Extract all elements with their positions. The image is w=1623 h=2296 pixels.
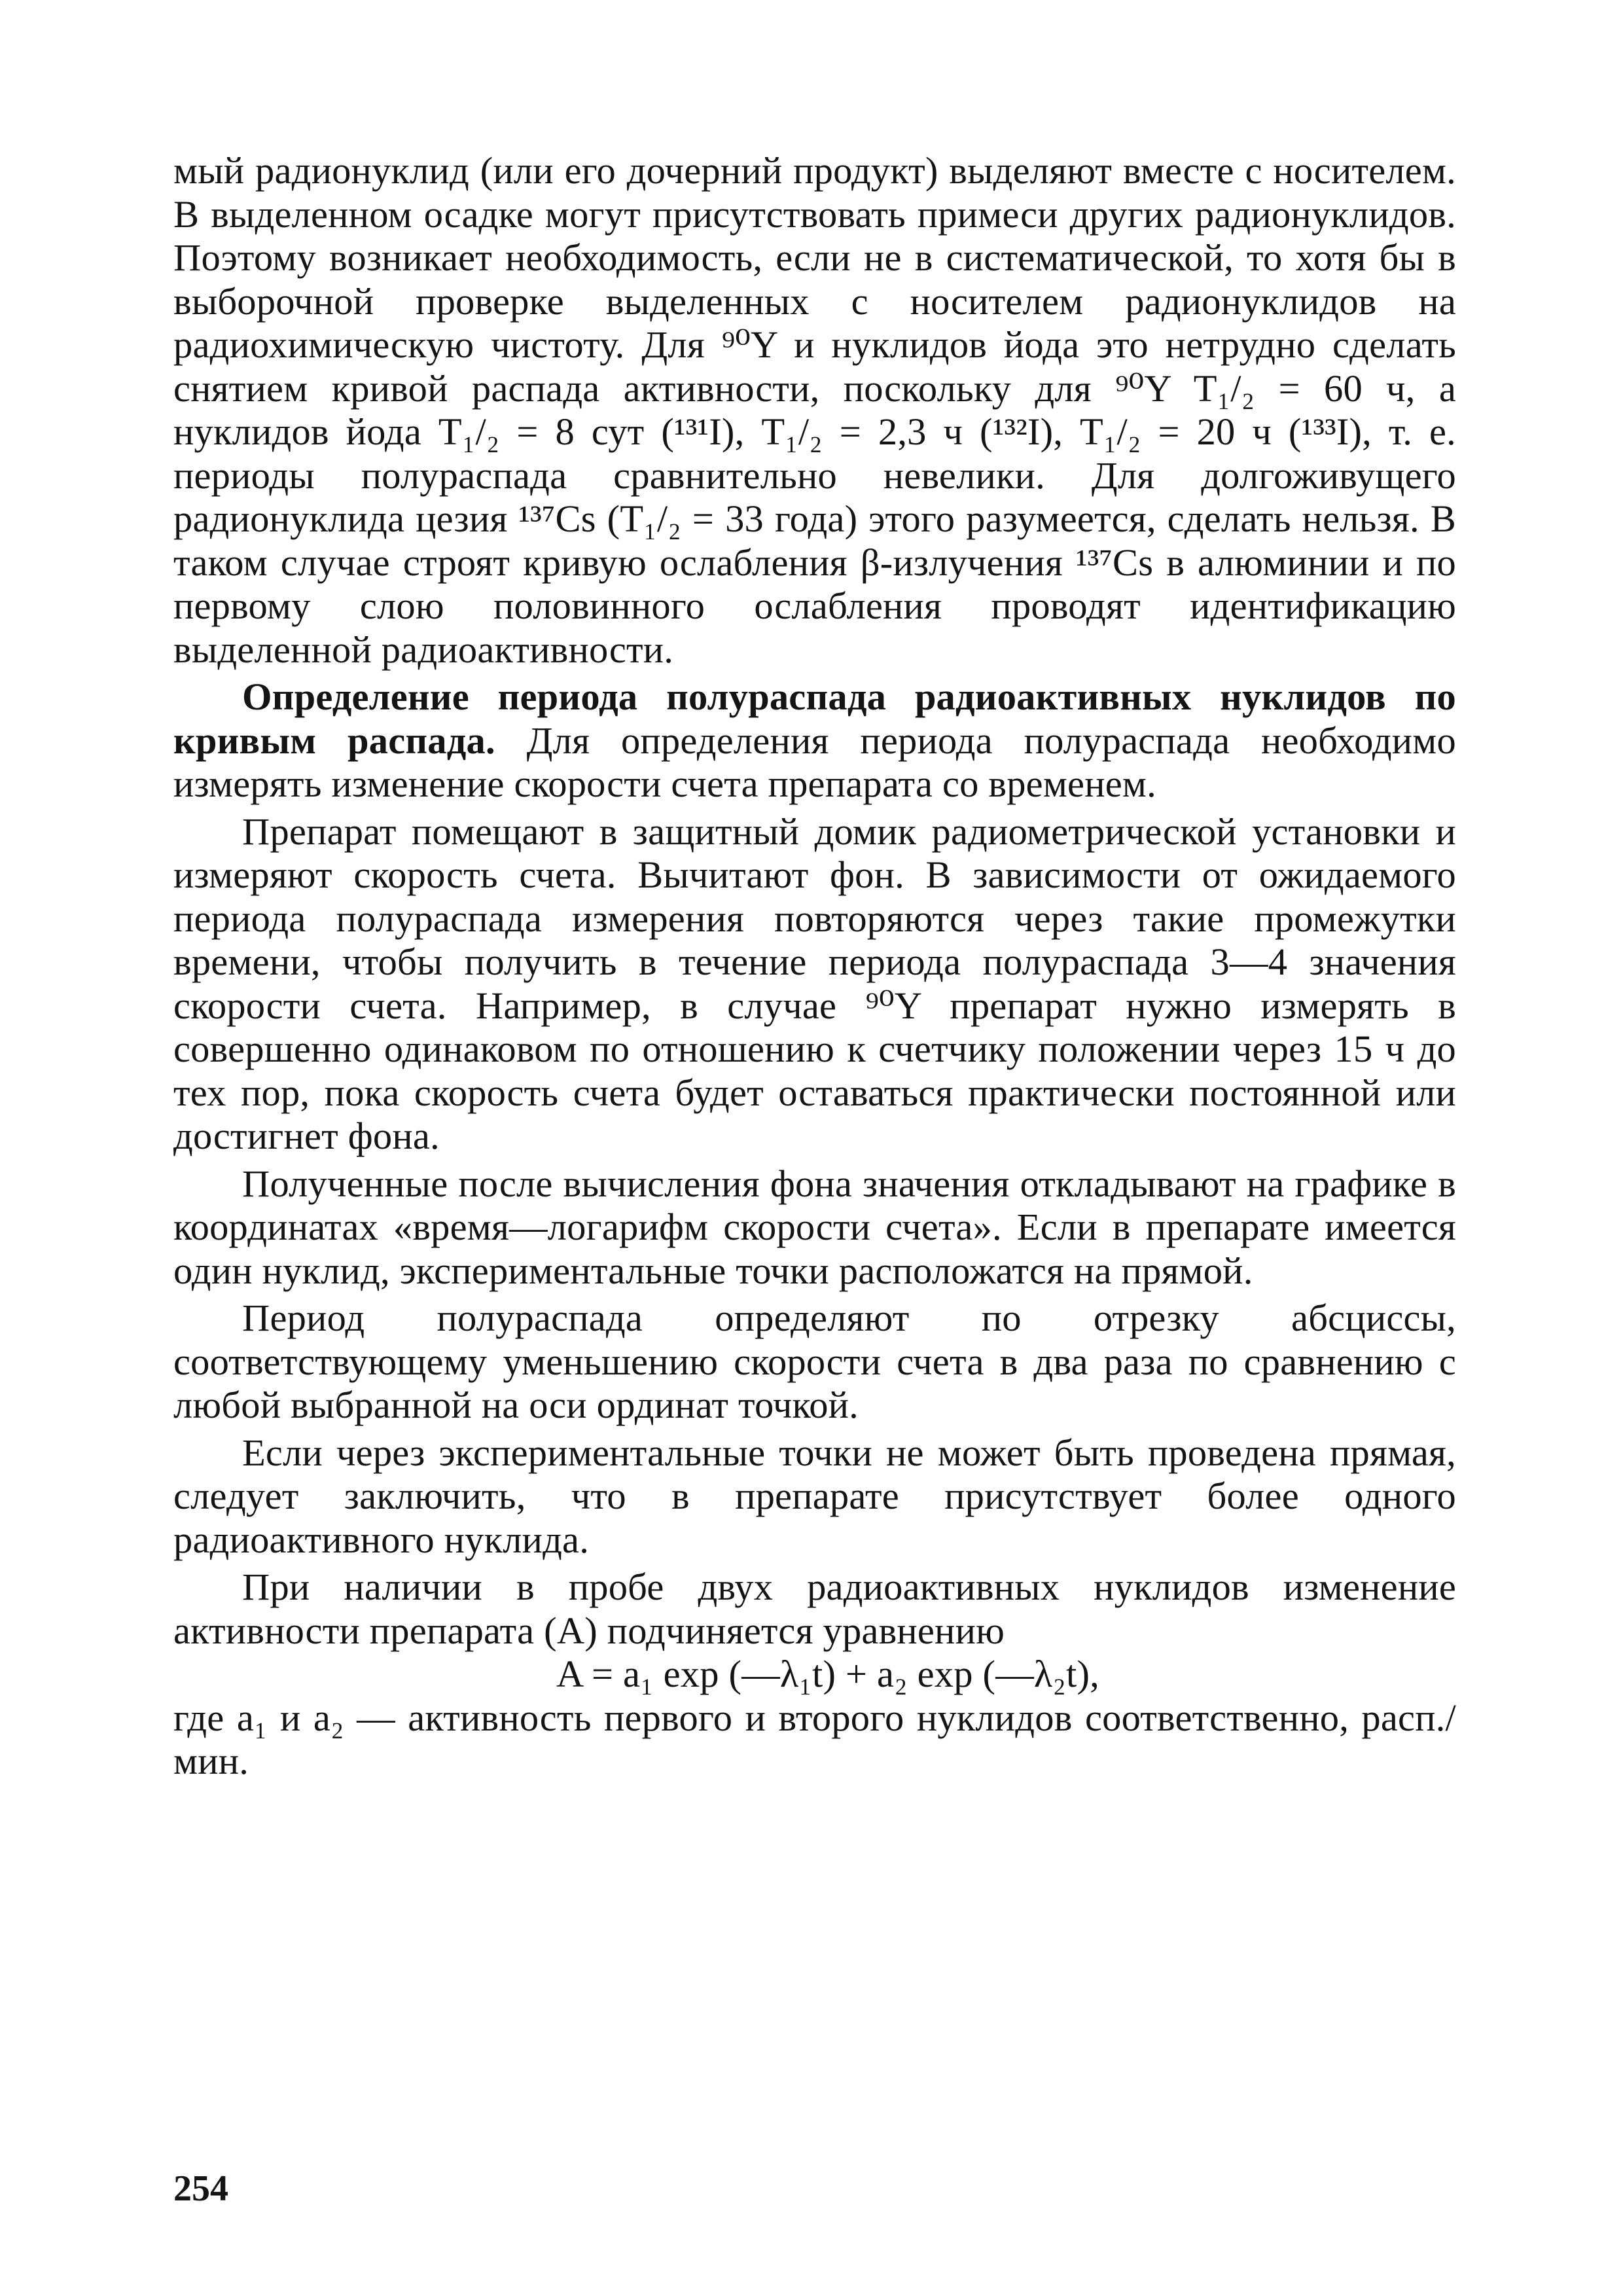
activity-formula: A = a₁ exp (—λ₁t) + a₂ exp (—λ₂t), xyxy=(556,1653,1100,1695)
paragraph-multiple-nuclides: Если через экспериментальные точки не может быть проведена прямая, следует заключить, что в препарате присутствует более одного радиоактивного нуклида. xyxy=(173,1431,1456,1561)
paragraph-measurement: Препарат помещают в защитный домик радиометрической установки и измеряют скорость счета. Вычитают фон. В зависимости от ожидаемого периода полураспада измерения повторяются через такие промежутки времени, чтобы получить в течение периода полураспада 3—4 значения скорости счета. Например, в случае ⁹⁰Y препарат нужно измерять в совершенно одинаковом по отношению к счетчику положении через 15 ч до тех пор, пока скорость счета будет оставаться практически постоянной или достигнет фона. xyxy=(173,810,1456,1157)
paragraph-plot: Полученные после вычисления фона значения откладывают на графике в координатах «время—логарифм скорости счета». Если в препарате имеется один нуклид, экспериментальные точки расположатся на прямой. xyxy=(173,1162,1456,1292)
paragraph-continued: мый радионуклид (или его дочерний продукт) выделяют вместе с носителем. В выделенном осадке могут присутствовать примеси других радионуклидов. Поэтому возникает необходимость, если не в систематической, то хотя бы в выборочной проверке выделенных с носителем радионуклидов на радиохимическую чистоту. Для ⁹⁰Y и нуклидов йода это нетрудно сделать снятием кривой распада активности, поскольку для ⁹⁰Y T₁/₂ = 60 ч, а нуклидов йода T₁/₂ = 8 сут (¹³¹I), T₁/₂ = 2,3 ч (¹³²I), T₁/₂ = 20 ч (¹³³I), т. е. периоды полураспада сравнительно невелики. Для долгоживущего радионуклида цезия ¹³⁷Cs (T₁/₂ = 33 года) этого разумеется, сделать нельзя. В таком случае строят кривую ослабления β-излучения ¹³⁷Cs в алюминии и по первому слою половинного ослабления проводят идентификацию выделенной радиоактивности. xyxy=(173,149,1456,671)
page-number: 254 xyxy=(173,2168,228,2209)
paragraph-two-nuclides: При наличии в пробе двух радиоактивных нуклидов изменение активности препарата (A) подчиняется уравнению xyxy=(173,1566,1456,1652)
section-heading: Определение периода полураспада радиоактивных нуклидов по кривым распада. xyxy=(173,675,1456,762)
section-heading-text: Для определения периода полураспада необходимо измерять изменение скорости счета препарата со временем. xyxy=(173,719,1456,805)
section-paragraph xyxy=(173,675,1456,806)
page-body xyxy=(173,149,1456,1784)
paragraph-where: где a₁ и a₂ — активность первого и второго нуклидов соответственно, расп./мин. xyxy=(173,1696,1456,1782)
paragraph-half-life: Период полураспада определяют по отрезку абсциссы, соответствующему уменьшению скорости счета в два раза по сравнению с любой выбранной на оси ординат точкой. xyxy=(173,1297,1456,1426)
